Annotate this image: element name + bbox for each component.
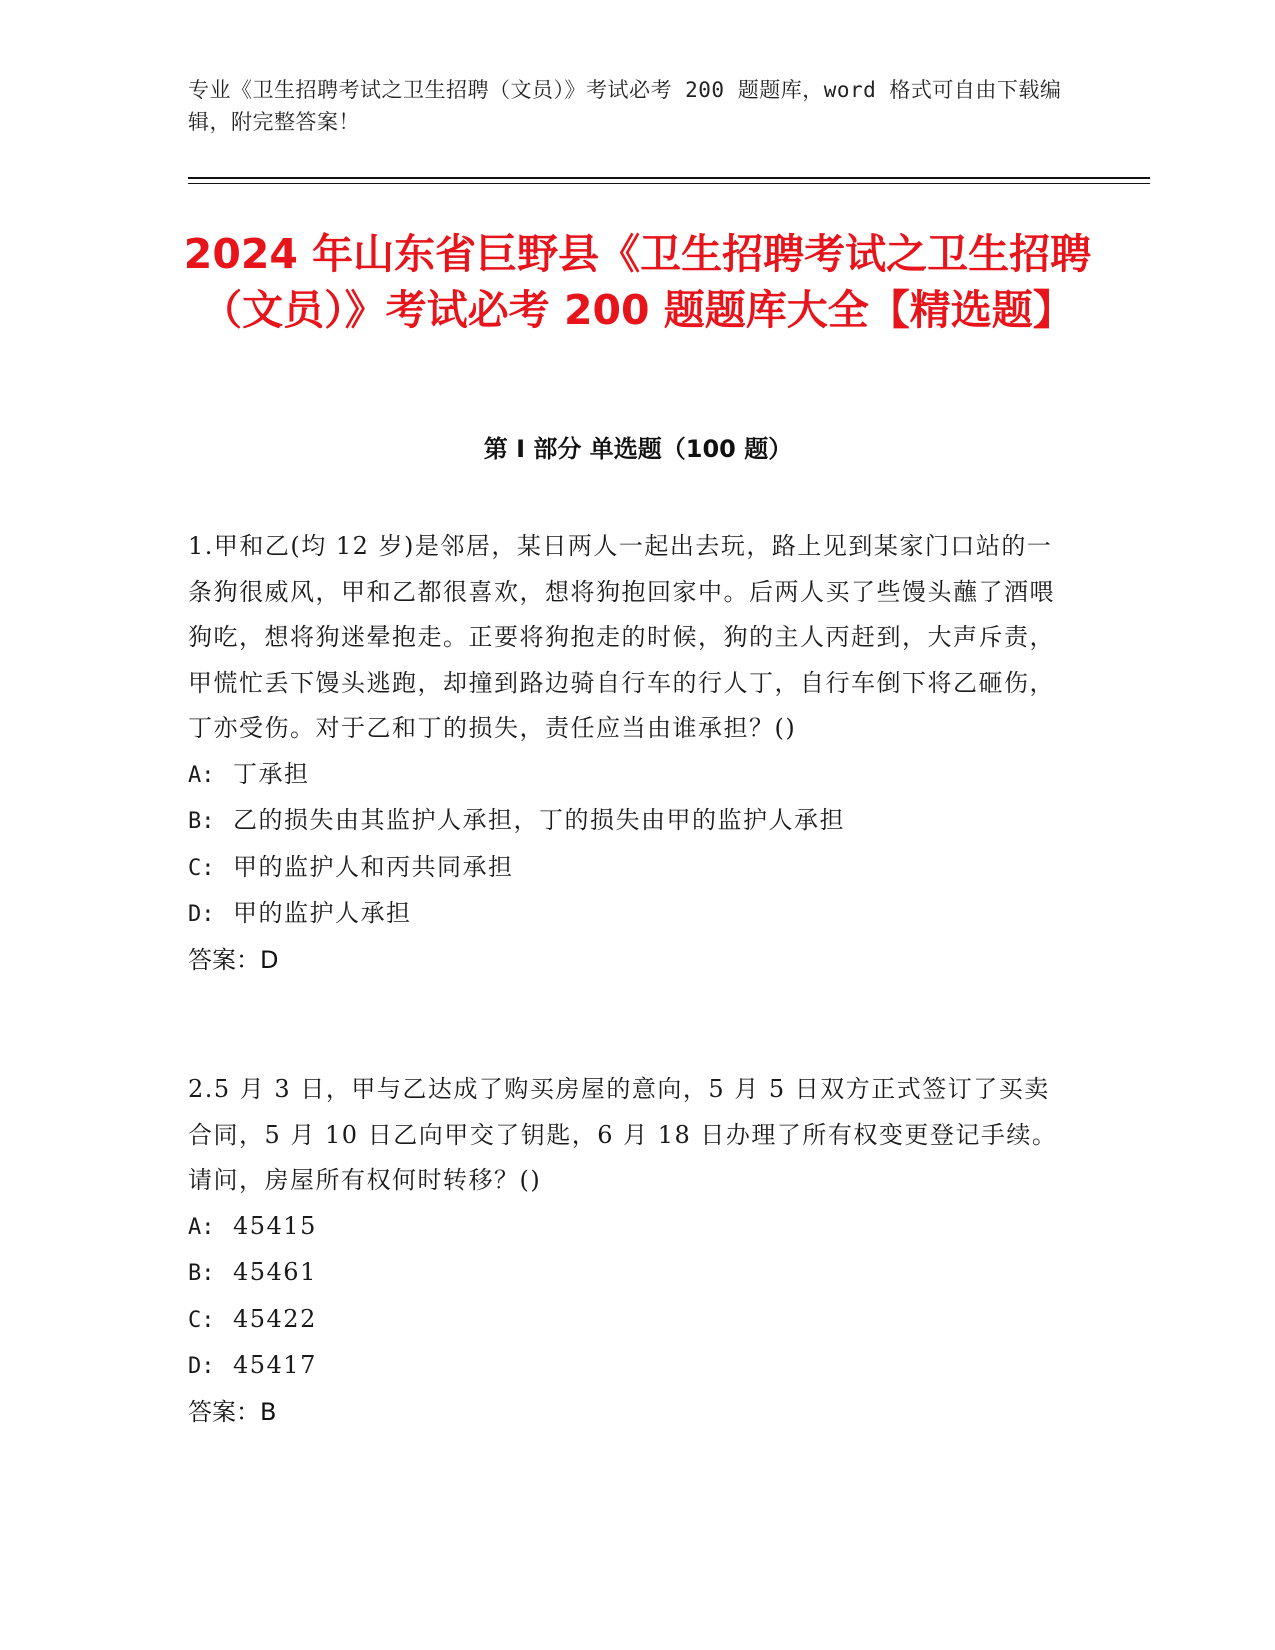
- option-c: [188, 1297, 1068, 1344]
- question-stem: 2.5 月 3 日，甲与乙达成了购买房屋的意向，5 月 5 日双方正式签订了买卖合同，5 月 10 日乙向甲交了钥匙，6 月 18 日办理了所有权变更登记手续。请问，房屋所有权何时转移？(): [188, 1075, 1058, 1194]
- header-rule-thick: [188, 177, 1150, 179]
- option-text: 45415: [233, 1211, 317, 1240]
- option-text: 45422: [233, 1304, 317, 1333]
- option-c: [188, 845, 1068, 892]
- option-text: 45461: [233, 1258, 317, 1286]
- option-letter: C:: [188, 855, 215, 881]
- option-letter: B:: [188, 1261, 215, 1286]
- option-letter: A:: [188, 762, 215, 788]
- header-note: 专业《卫生招聘考试之卫生招聘（文员）》考试必考 200 题题库，word 格式可自由下载编辑，附完整答案！: [188, 78, 1062, 134]
- document-title: 2024 年山东省巨野县《卫生招聘考试之卫生招聘（文员）》考试必考 200 题题库大全【精选题】: [183, 230, 1092, 334]
- option-b: [188, 798, 1068, 845]
- option-letter: D:: [188, 902, 215, 927]
- question-1: [188, 524, 1068, 983]
- answer-text: 答案：B: [188, 1397, 277, 1426]
- option-letter: D:: [188, 1354, 215, 1379]
- option-d: [188, 1343, 1068, 1390]
- header-rule-thin: [188, 183, 1150, 184]
- option-text: 甲的监护人和丙共同承担: [233, 852, 514, 881]
- answer-text: 答案：D: [188, 945, 279, 974]
- option-letter: C:: [188, 1307, 215, 1333]
- option-a: [188, 1204, 1068, 1251]
- option-letter: B:: [188, 809, 215, 834]
- option-text: 45417: [233, 1351, 317, 1379]
- question-stem: 1.甲和乙(均 12 岁)是邻居，某日两人一起出去玩，路上见到某家门口站的一条狗很威风，甲和乙都很喜欢，想将狗抱回家中。后两人买了些馒头蘸了酒喂狗吃，想将狗迷晕抱走。正要将狗抱走的时候，狗的主人丙赶到，大声斥责，甲慌忙丢下馒头逃跑，却撞到路边骑自行车的行人丁，自行车倒下将乙砸伤，丁亦受伤。对于乙和丁的损失，责任应当由谁承担？(): [188, 532, 1055, 742]
- option-b: [188, 1250, 1068, 1297]
- option-a: [188, 752, 1068, 799]
- option-text: 甲的监护人承担: [233, 899, 412, 927]
- option-text: 丁承担: [233, 759, 310, 788]
- option-d: [188, 891, 1068, 938]
- section-title: 第 I 部分 单选题（100 题）: [483, 435, 793, 463]
- option-text: 乙的损失由其监护人承担，丁的损失由甲的监护人承担: [233, 806, 845, 834]
- option-letter: A:: [188, 1214, 215, 1240]
- question-2: [188, 1067, 1068, 1435]
